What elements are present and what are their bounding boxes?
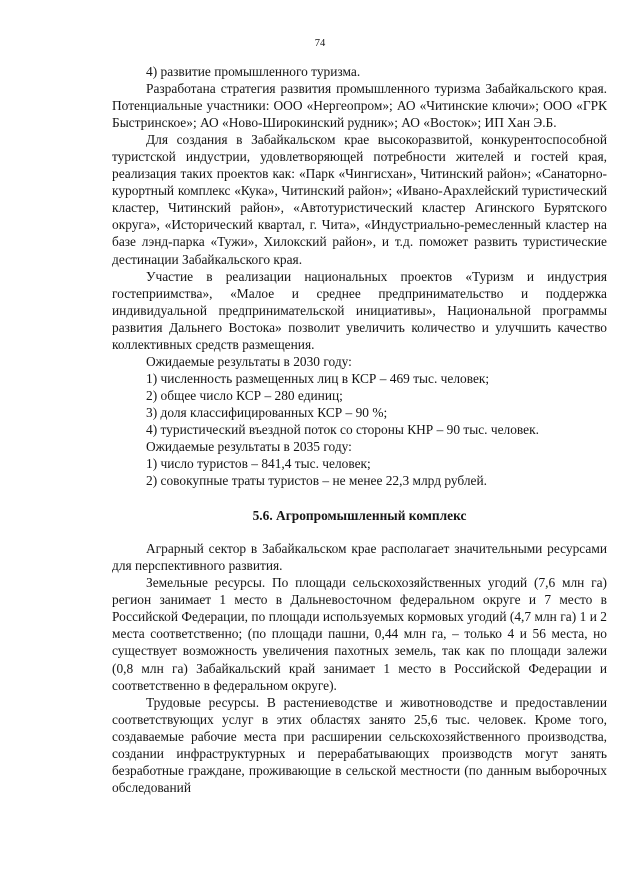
page-number: 74 [314,38,326,49]
page-content [112,63,607,796]
list-item: 1) число туристов – 841,4 тыс. человек; [146,456,371,472]
paragraph-land-resources: Земельные ресурсы. По площади сельскохозяйственных угодий (7,6 млн га) регион занимает 1 место в Дальневосточном федеральном округе и 7 место в Российской Федерации, по площади используемых кормовых угодий (4,7 млн га) 1 и 2 места соответственно; (по площади пашни, 0,44 млн га, – только 4 и 56 места, но существует возможность увеличения пахотных земель, так как по площади залежи (0,8 млн га) Забайкальский край занимает 1 место в Российской Федерации и соответственно в федеральном округе). [112,575,607,693]
list-item: 4) туристический въездной поток со стороны КНР – 90 тыс. человек. [146,421,539,437]
paragraph-strategy: Разработана стратегия развития промышленного туризма Забайкальского края. Потенциальные участники: ООО «Нергеопром»; АО «Читинские ключи»; ООО «ГРК Быстринское»; АО «Ново-Широкинский рудник»; АО «Восток»; ИП Хан Э.Б. [112,81,607,131]
results-2030-heading: Ожидаемые результаты в 2030 году: [146,353,352,369]
paragraph-projects: Для создания в Забайкальском крае высокоразвитой, конкурентоспособной туристской индустрии, удовлетворяющей потребности жителей и гостей края, реализация таких проектов как: «Парк «Чингисхан», Читинский район»; «Санаторно-курортный комплекс «Кука», Читинский район»; «Ивано-Арахлейский туристический кластер, Читинский район», «Автотуристический кластер Агинского Бурятского округа», «Исторический квартал, г. Чита», «Индустриально-ремесленный кластер на базе лэнд-парка «Тужи», Хилокский район», и т.д. поможет развить туристические дестинации Забайкальского края. [112,132,607,267]
list-item: 2) общее число КСР – 280 единиц; [146,387,343,403]
paragraph-agrarian-sector: Аграрный сектор в Забайкальском крае располагает значительными ресурсами для перспективного развития. [112,541,607,574]
list-item: 2) совокупные траты туристов – не менее 22,3 млрд рублей. [146,473,488,489]
list-item: 1) численность размещенных лиц в КСР – 469 тыс. человек; [146,370,490,386]
list-item: 4) развитие промышленного туризма. [146,64,361,79]
list-item: 3) доля классифицированных КСР – 90 %; [146,404,388,420]
paragraph-national-projects: Участие в реализации национальных проектов «Туризм и индустрия гостеприимства», «Малое и среднее предпринимательство и поддержка индивидуальной предпринимательской инициативы», Национальной программы развития Дальнего Востока» позволит увеличить количество и улучшить качество коллективных средств размещения. [112,268,607,352]
paragraph-labor-resources: Трудовые ресурсы. В растениеводстве и животноводстве и предоставлении соответствующих услуг в этих областях занято 25,6 тыс. человек. Кроме того, создаваемые рабочие места при расширении сельскохозяйственного производства, создании инфраструктурных и перерабатывающих производств могут занять безработные граждане, проживающие в сельской местности (по данным выборочных обследований [112,694,607,795]
results-2035-heading: Ожидаемые результаты в 2035 году: [146,439,352,455]
section-heading: 5.6. Агропромышленный комплекс [252,508,467,524]
